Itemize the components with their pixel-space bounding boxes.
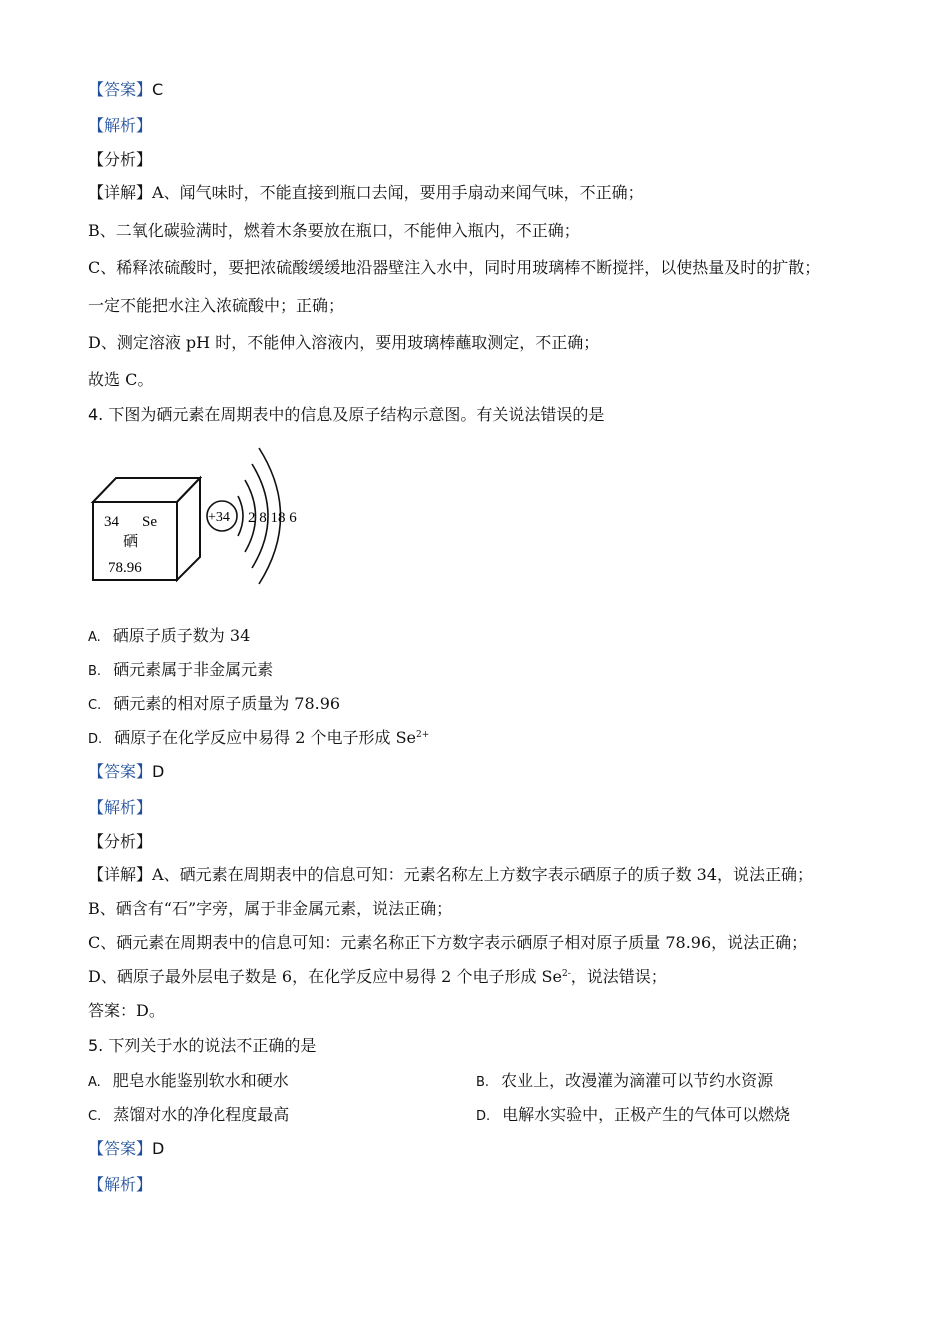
detail-text: A、闻气味时，不能直接到瓶口去闻，要用手扇动来闻气味，不正确； <box>152 183 644 202</box>
q4-conclusion: 答案：D。 <box>88 1001 165 1020</box>
option-superscript: 2+ <box>416 730 430 740</box>
q4-jiexi-tag: 【解析】 <box>88 798 153 817</box>
option-text: 蒸馏对水的净化程度最高 <box>113 1105 290 1124</box>
q3-detail-a <box>88 183 644 203</box>
q5-stem: 5. 下列关于水的说法不正确的是 <box>88 1036 317 1055</box>
option-text: 电解水实验中，正极产生的气体可以燃烧 <box>502 1105 791 1124</box>
q4-fenxi-tag: 【分析】 <box>88 832 153 851</box>
element-name: 硒 <box>123 534 139 550</box>
element-symbol: Se <box>142 514 157 530</box>
option-text: 农业上，改漫灌为滴灌可以节约水资源 <box>501 1071 774 1090</box>
option-letter: D. <box>476 1109 491 1124</box>
nucleus-charge: +34 <box>208 510 230 525</box>
atom-structure-diagram <box>207 448 297 584</box>
detail-superscript: 2- <box>561 969 571 979</box>
answer-tag: 【答案】 <box>88 1139 153 1158</box>
detail-text-end: ，说法错误； <box>570 967 667 986</box>
option-letter: A. <box>88 630 101 645</box>
q3-detail-d: D、测定溶液 pH 时，不能伸入溶液内，要用玻璃棒蘸取测定，不正确； <box>88 333 600 352</box>
option-text: 硒元素的相对原子质量为 78.96 <box>113 694 341 713</box>
answer-value: D <box>152 762 165 781</box>
q4-option-a <box>88 626 250 648</box>
option-letter: A. <box>88 1075 101 1090</box>
option-letter: D. <box>88 732 103 747</box>
q5-option-d <box>476 1105 790 1127</box>
q4-stem: 4. 下图为硒元素在周期表中的信息及原子结构示意图。有关说法错误的是 <box>88 405 605 424</box>
q4-detail-d <box>88 967 667 987</box>
q3-detail-c2: 一定不能把水注入浓硫酸中；正确； <box>88 296 345 315</box>
option-letter: C. <box>88 698 102 713</box>
q5-option-c <box>88 1105 289 1127</box>
option-letter: B. <box>88 664 102 679</box>
q4-detail-b: B、硒含有“石”字旁，属于非金属元素，说法正确； <box>88 899 453 918</box>
answer-tag: 【答案】 <box>88 762 153 781</box>
detail-tag: 【详解】 <box>88 183 153 202</box>
answer-value: D <box>152 1139 165 1158</box>
q5-option-b <box>476 1071 773 1093</box>
detail-text: D、硒原子最外层电子数是 6，在化学反应中易得 2 个电子形成 Se <box>88 967 562 986</box>
q3-detail-c1: C、稀释浓硫酸时，要把浓硫酸缓缓地沿器壁注入水中，同时用玻璃棒不断搅拌，以使热量及时的扩散； <box>88 258 821 277</box>
answer-value: C <box>152 80 164 99</box>
q4-option-c <box>88 694 340 716</box>
detail-tag: 【详解】 <box>88 865 153 884</box>
option-letter: B. <box>476 1075 490 1090</box>
q5-option-a <box>88 1071 289 1093</box>
option-text: 肥皂水能鉴别软水和硬水 <box>112 1071 289 1090</box>
q3-answer-line <box>88 80 163 100</box>
answer-tag: 【答案】 <box>88 80 153 99</box>
detail-text: A、硒元素在周期表中的信息可知：元素名称左上方数字表示硒原子的质子数 34，说法正确； <box>152 865 814 884</box>
electron-shell-1 <box>238 496 243 536</box>
q4-option-d <box>88 728 429 750</box>
q4-option-b <box>88 660 273 682</box>
q5-answer-line <box>88 1139 164 1159</box>
q3-fenxi-tag: 【分析】 <box>88 150 153 169</box>
atomic-mass: 78.96 <box>108 560 142 576</box>
q3-jiexi-tag: 【解析】 <box>88 116 153 135</box>
atomic-number: 34 <box>104 514 119 530</box>
q4-detail-a <box>88 865 813 885</box>
q3-detail-b: B、二氧化碳验满时，燃着木条要放在瓶口，不能伸入瓶内，不正确； <box>88 221 580 240</box>
q5-jiexi-tag: 【解析】 <box>88 1175 153 1194</box>
q4-answer-line <box>88 762 164 782</box>
option-text: 硒元素属于非金属元素 <box>113 660 274 679</box>
q4-detail-c: C、硒元素在周期表中的信息可知：元素名称正下方数字表示硒原子相对原子质量 78.96，说法正确； <box>88 933 808 952</box>
option-text: 硒原子在化学反应中易得 2 个电子形成 Se <box>114 728 417 747</box>
q3-conclusion: 故选 C。 <box>88 370 154 389</box>
option-letter: C. <box>88 1109 102 1124</box>
selenium-figure <box>88 440 318 590</box>
shell-electrons: 2 8 18 6 <box>248 510 297 526</box>
option-text: 硒原子质子数为 34 <box>112 626 251 645</box>
